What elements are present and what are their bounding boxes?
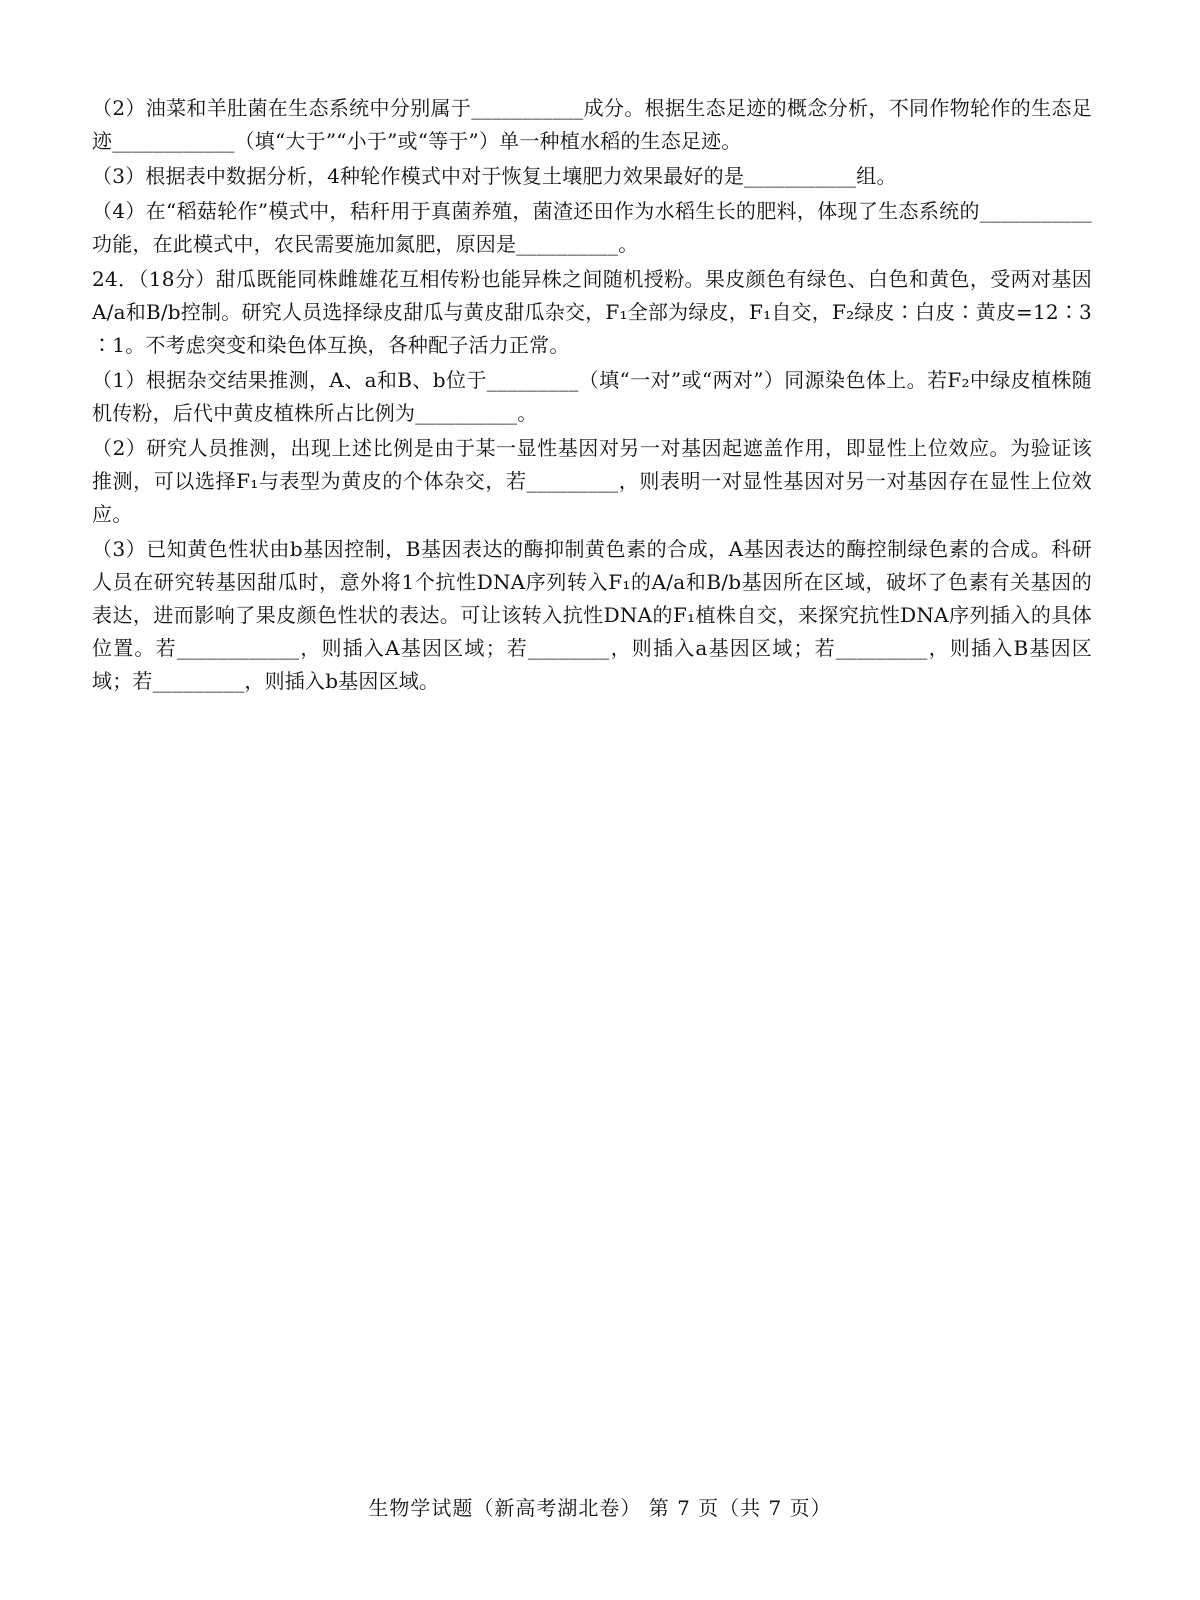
- question-24-part-3: （3）已知黄色性状由b基因控制，B基因表达的酶抑制黄色素的合成，A基因表达的酶控制绿色素的合成。科研人员在研究转基因甜瓜时，意外将1个抗性DNA序列转入F₁的A/a和B/b基因所在区域，破坏了色素有关基因的表达，进而影响了果皮颜色性状的表达。可让该转入抗性DNA的F₁植株自交，来探究抗性DNA序列插入的具体位置。若____________，则插入A基因区域；若________，则插入a基因区域；若_________，则插入B基因区域；若_________，则插入b基因区域。: [92, 537, 1092, 693]
- question-24-part-1: （1）根据杂交结果推测，A、a和B、b位于_________（填“一对”或“两对”）同源染色体上。若F₂中绿皮植株随机传粉，后代中黄皮植株所占比例为__________。: [92, 368, 1092, 425]
- question-23-part-4: （4）在“稻菇轮作”模式中，秸秆用于真菌养殖，菌渣还田作为水稻生长的肥料，体现了生态系统的___________功能，在此模式中，农民需要施加氮肥，原因是__________。: [92, 199, 1092, 256]
- page-footer: 生物学试题（新高考湖北卷） 第 7 页（共 7 页）: [368, 1496, 832, 1520]
- question-24-stem: 24．（18分）甜瓜既能同株雌雄花互相传粉也能异株之间随机授粉。果皮颜色有绿色、白色和黄色，受两对基因A/a和B/b控制。研究人员选择绿皮甜瓜与黄皮甜瓜杂交，F₁全部为绿皮，F₁自交，F₂绿皮∶白皮∶黄皮=12∶3∶1。不考虑突变和染色体互换，各种配子活力正常。: [92, 267, 1092, 357]
- question-24-part-2: （2）研究人员推测，出现上述比例是由于某一显性基因对另一对基因起遮盖作用，即显性上位效应。为验证该推测，可以选择F₁与表型为黄皮的个体杂交，若_________，则表明一对显性基因对另一对基因存在显性上位效应。: [92, 436, 1092, 526]
- question-23-part-3: （3）根据表中数据分析，4种轮作模式中对于恢复土壤肥力效果最好的是___________组。: [92, 164, 897, 188]
- question-content: [92, 92, 1092, 700]
- question-23-part-2: （2）油菜和羊肚菌在生态系统中分别属于___________成分。根据生态足迹的概念分析，不同作物轮作的生态足迹____________（填“大于”“小于”或“等于”）单一种植水稻的生态足迹。: [92, 96, 1092, 153]
